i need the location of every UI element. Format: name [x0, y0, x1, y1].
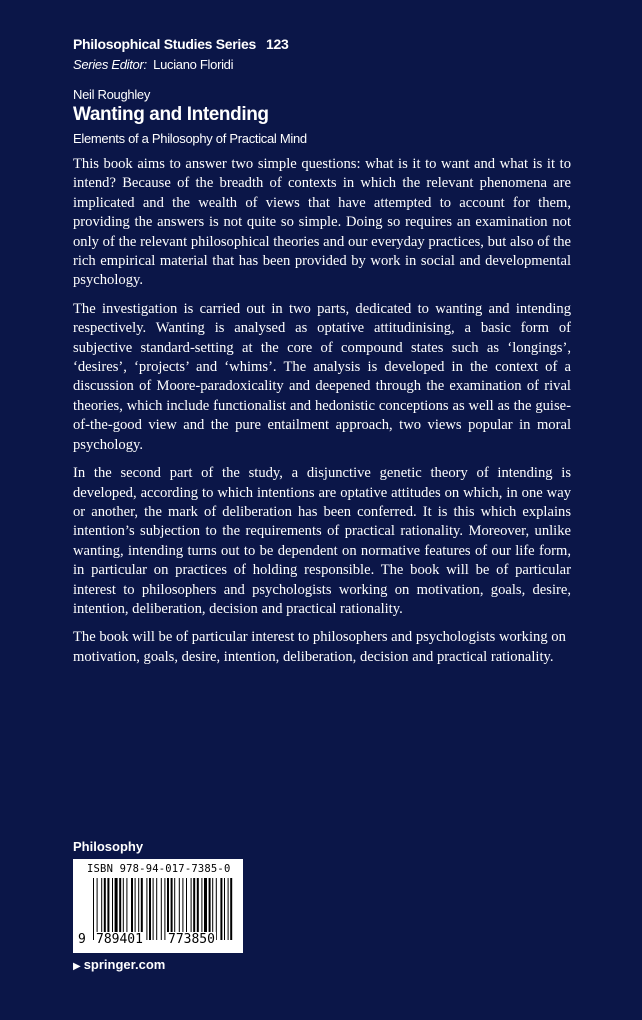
series-editor-label: Series Editor: — [73, 57, 147, 72]
barcode-bar — [164, 878, 165, 940]
author: Neil Roughley — [73, 87, 151, 102]
subject-category: Philosophy — [73, 839, 144, 854]
barcode-bar — [171, 878, 173, 940]
barcode-bar — [107, 878, 109, 940]
barcode-bar — [209, 878, 211, 940]
barcode-bar — [138, 878, 139, 940]
barcode-bar — [220, 878, 222, 940]
barcode-box — [73, 859, 243, 953]
barcode-bar — [101, 878, 102, 940]
barcode-bar — [216, 878, 217, 940]
barcode-digit-group: 9 — [78, 932, 86, 947]
series-name: Philosophical Studies Series — [73, 36, 256, 52]
barcode-digit-group: 773850 — [168, 932, 215, 947]
barcode-bar — [193, 878, 195, 940]
barcode-bar — [224, 878, 225, 940]
barcode-bar — [126, 878, 127, 940]
barcode-bar — [123, 878, 124, 940]
blurb-paragraph: This book aims to answer two simple questions: what is it to want and what is it to intend? Because of the breadth of contexts in which the relevant phenomena are implicated and the wealth of views that have attempted to account for them, providing the answers is not quite so simple. Doing so requires an examination not only of the relevant philosophical theories and our everyday practices, but also of the rich empirical material that has been provided by work in social and developmental psychology. — [73, 156, 571, 289]
barcode-bar — [197, 878, 199, 940]
blurb-paragraph: The investigation is carried out in two parts, dedicated to wanting and intending respectively. Wanting is analysed as optative attitudinising, a basic form of subjective standard-setting at the core of compound states such as ‘longings’, ‘desires’, ‘projects’ and ‘whims’. The analysis is developed in the context of a discussion of Moore-paradoxicality and deepened through the examination of rival theories, which include functionalist and hedonistic conceptions as well as the guise-of-the-good view and the pure entailment approach, two views popular in moral psychology. — [73, 300, 571, 453]
barcode-bar — [146, 878, 147, 940]
barcode-bar — [204, 878, 207, 940]
barcode-bar — [141, 878, 143, 940]
website-text: springer.com — [83, 957, 166, 972]
series-title — [73, 36, 288, 52]
barcode-bar — [131, 878, 133, 940]
barcode-bar — [97, 878, 98, 940]
book-title: Wanting and Intending — [73, 104, 269, 125]
blurb — [73, 155, 571, 676]
barcode-bar — [149, 878, 151, 940]
series-editor-name: Luciano Floridi — [153, 57, 234, 72]
barcode-bar — [201, 878, 202, 940]
blurb-paragraph: In the second part of the study, a disjunctive genetic theory of intending is developed, according to which intentions are optative attitudes on which, in one way or another, the mark of deliberation has been conferred. It is this which explains intention’s subjection to the requirements of practical rationality. Moreover, unlike wanting, intending turns out to be dependent on normative features of our life form, in particular on practices of holding responsible. The book will be of particular interest to philosophers and psychologists working on motivation, goals, desire, intention, deliberation, decision and practical rationality. — [73, 465, 571, 617]
barcode-bar — [119, 878, 121, 940]
barcode-bar — [112, 878, 113, 940]
barcode-bars — [83, 878, 233, 940]
series-number: 123 — [266, 36, 289, 52]
barcode-bar — [115, 878, 118, 940]
barcode-bar — [191, 878, 192, 940]
play-arrow-icon: ▶ — [73, 961, 81, 972]
barcode-bar — [228, 878, 229, 940]
barcode-bar — [135, 878, 136, 940]
isbn-text: ISBN 978-94-017-7385-0 — [87, 863, 231, 875]
barcode-bar — [174, 878, 175, 940]
barcode-bar — [182, 878, 183, 940]
website-link[interactable] — [73, 957, 165, 972]
barcode-bar — [156, 878, 157, 940]
barcode-bar — [153, 878, 154, 940]
barcode-bar — [179, 878, 180, 940]
barcode-digit-group: 789401 — [96, 932, 143, 947]
barcode-bar — [93, 878, 94, 940]
barcode-bar — [230, 878, 232, 940]
barcode-bar — [186, 878, 187, 940]
barcode-bar — [161, 878, 162, 940]
barcode-bar — [104, 878, 106, 940]
barcode-bar — [167, 878, 169, 940]
blurb-paragraph: The book will be of particular interest to philosophers and psychologists working on motivation, goals, desire, intention, deliberation, decision and practical rationality. — [73, 629, 566, 665]
barcode-bar — [212, 878, 213, 940]
book-subtitle: Elements of a Philosophy of Practical Mind — [73, 131, 307, 146]
series-editor — [73, 57, 233, 72]
